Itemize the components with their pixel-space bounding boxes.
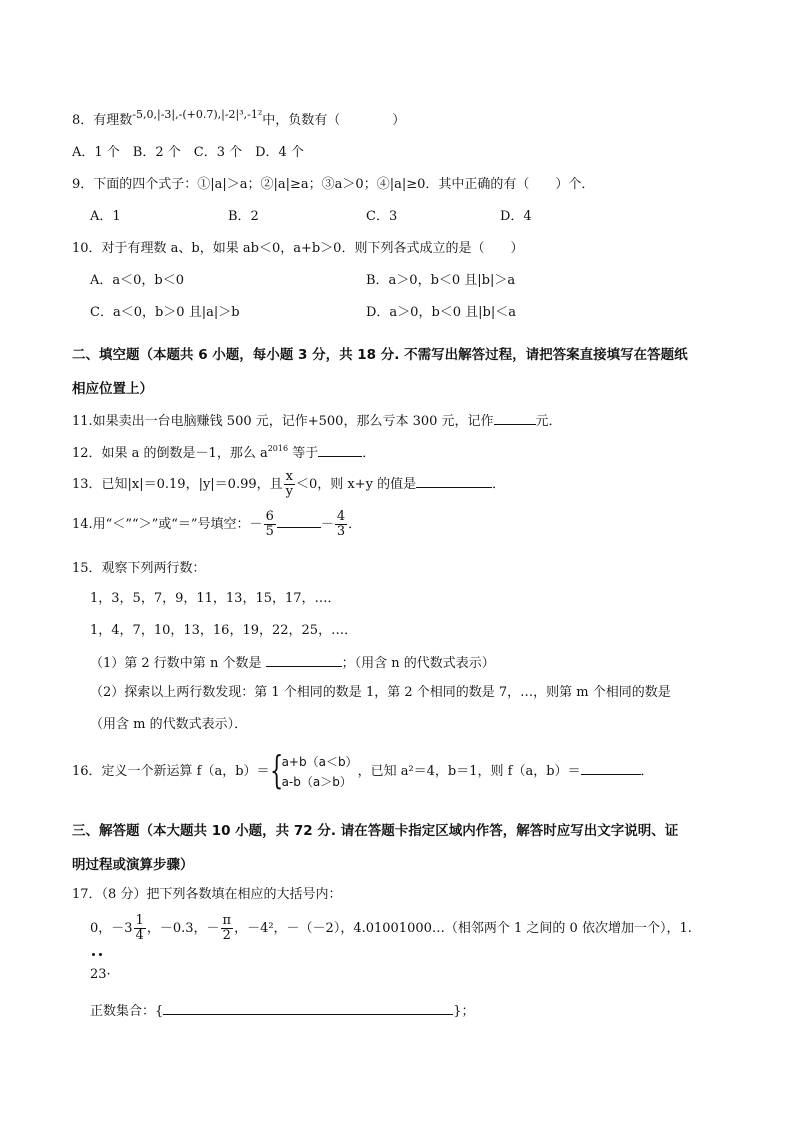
q8-stem: 8．有理数$^{-5,0,|-3|,-(+0.7),|-2|^3,-1^2}$中，负数有（ ）	[72, 108, 406, 128]
q15-part1: （1）第 2 行数中第 n 个数是 ；（用含 n 的代数式表示）	[90, 652, 495, 673]
q9-option-c: C．3	[366, 209, 398, 224]
q10-option-b: B．a＞0，b＜0 且|b|＞a	[366, 273, 516, 288]
q15-part2-cont: （用含 m 的代数式表示）．	[90, 717, 248, 732]
q17-repeating-dots	[90, 948, 104, 958]
q11: 11.如果卖出一台电脑赚钱 500 元，记作+500，那么亏本 300 元，记作 元．	[72, 410, 562, 431]
section3-heading-cont: 明过程或演算步骤）	[72, 857, 194, 873]
q13-answer-blank[interactable]	[416, 473, 492, 488]
q17-stem: 17．（8 分）把下列各数填在相应的大括号内：	[72, 887, 342, 902]
q16: 16．定义一个新运算 f（a，b）＝ { a+b（a＜b） a-b（a＞b） ，已知 a²＝4，b＝1，则 f（a，b）＝ ．	[72, 747, 654, 792]
q13-fraction: $\frac{x}{y}$	[285, 469, 293, 499]
q14-fraction-2: $\frac{4}{3}$	[336, 509, 346, 539]
q14: 14.用“＜”“＞”或“＝”号填空：－ $\frac{6}{5}$ － $\frac{4}{3}$ ．	[72, 509, 362, 539]
q8-numbers: -5,0,|-3|,-(+0.7),|-2|³,-1²	[132, 108, 263, 121]
section2-heading-cont: 相应位置上）	[72, 381, 153, 397]
q17-pi-fraction: $\frac{\pi}{2}$	[222, 913, 232, 943]
q10-option-d: D．a＞0，b＜0 且|b|＜a	[366, 305, 517, 320]
section2-heading: 二、填空题（本题共 6 小题，每小题 3 分，共 18 分. 不需写出解答过程，请把答案直接填写在答题纸	[72, 347, 688, 363]
q15-row2: 1，4，7，10，13，16，19，22，25，…．	[90, 623, 358, 638]
q11-answer-blank[interactable]	[494, 410, 536, 425]
q15-part1-blank[interactable]	[266, 652, 342, 667]
q8-options: A．1 个 B．2 个 C．3 个 D．4 个	[72, 145, 304, 160]
q14-answer-blank[interactable]	[277, 513, 321, 528]
q12: 12．如果 a 的倒数是－1，那么 $a^{2016}$ 等于 ．	[72, 444, 376, 461]
q16-piecewise: { a+b（a＜b） a-b（a＞b）	[269, 747, 358, 792]
q16-answer-blank[interactable]	[581, 760, 641, 775]
q17-numbers-cont: 23·	[90, 967, 111, 982]
q9-option-d: D．4	[500, 209, 532, 224]
q9-stem: 9．下面的四个式子：①|a|＞a；②|a|≥a；③a＞0；④|a|≥0．其中正确的有（ ）个．	[72, 177, 595, 192]
q17-positive-set: 正数集合：{ }；	[90, 1000, 475, 1021]
q15-part2: （2）探索以上两行数发现：第 1 个相同的数是 1，第 2 个相同的数是 7，…，则第 m 个相同的数是	[90, 685, 671, 700]
q17-positive-set-blank[interactable]	[163, 1000, 453, 1015]
q10-option-a: A．a＜0，b＜0	[90, 273, 185, 288]
q9-option-b: B．2	[228, 209, 259, 224]
q13: 13．已知|x|＝0.19，|y|＝0.99，且 $\frac{x}{y}$ ＜0，则 x+y 的值是 ．	[72, 469, 506, 499]
q15-stem: 15．观察下列两行数：	[72, 561, 206, 576]
q9-option-a: A．1	[90, 209, 121, 224]
section3-heading: 三、解答题（本大题共 10 小题，共 72 分. 请在答题卡指定区域内作答，解答时应写出文字说明、证	[72, 823, 679, 839]
q10-stem: 10．对于有理数 a、b，如果 ab＜0，a+b＞0．则下列各式成立的是（ ）	[72, 241, 524, 256]
q15-row1: 1，3，5，7，9，11，13，15，17，…．	[90, 591, 341, 606]
q17-numbers: 0，－3 $\frac{1}{4}$ ，－0.3，－ $\frac{\pi}{2}$ ，－4²，－（－2），4.01001000…（相邻两个 1 之间的 0 依次增加一个），1.	[90, 913, 692, 943]
q14-fraction-1: $\frac{6}{5}$	[265, 509, 274, 539]
q17-mixed-fraction: $\frac{1}{4}$	[135, 913, 144, 943]
q12-answer-blank[interactable]	[318, 442, 362, 457]
q10-option-c: C．a＜0，b＞0 且|a|＞b	[90, 305, 240, 320]
